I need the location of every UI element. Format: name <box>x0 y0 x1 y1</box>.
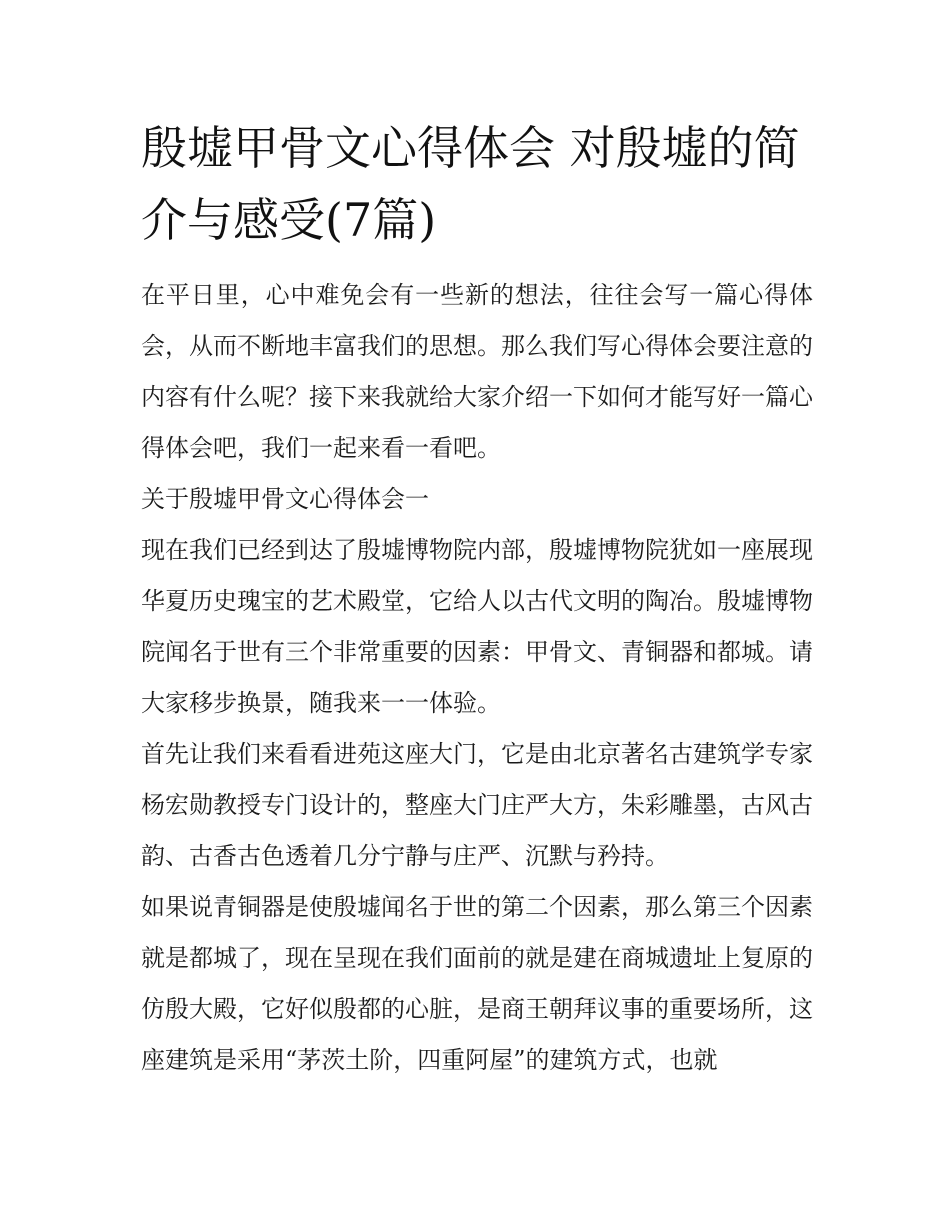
document-body <box>141 112 813 1086</box>
body-paragraph: 如果说青铜器是使殷墟闻名于世的第二个因素，那么第三个因素就是都城了，现在呈现在我们面前的就是建在商城遗址上复原的仿殷大殿，它好似殷都的心脏，是商王朝拜议事的重要场所，这座建筑是采用“茅茨土阶，四重阿屋”的建筑方式，也就 <box>141 893 813 1074</box>
intro-paragraph: 在平日里，心中难免会有一些新的想法，往往会写一篇心得体会，从而不断地丰富我们的思想。那么我们写心得体会要注意的内容有什么呢？接下来我就给大家介绍一下如何才能写好一篇心得体会吧，我们一起来看一看吧。 <box>141 281 813 462</box>
section-heading: 关于殷墟甲骨文心得体会一 <box>141 485 429 513</box>
document-title: 殷墟甲骨文心得体会 对殷墟的简介与感受(7篇) <box>141 121 800 247</box>
body-paragraph: 现在我们已经到达了殷墟博物院内部，殷墟博物院犹如一座展现华夏历史瑰宝的艺术殿堂，它给人以古代文明的陶冶。殷墟博物院闻名于世有三个非常重要的因素：甲骨文、青铜器和都城。请大家移步换景，随我来一一体验。 <box>141 536 813 717</box>
body-paragraph: 首先让我们来看看进苑这座大门，它是由北京著名古建筑学专家杨宏勋教授专门设计的，整座大门庄严大方，朱彩雕墨，古风古韵、古香古色透着几分宁静与庄严、沉默与矜持。 <box>141 740 813 870</box>
